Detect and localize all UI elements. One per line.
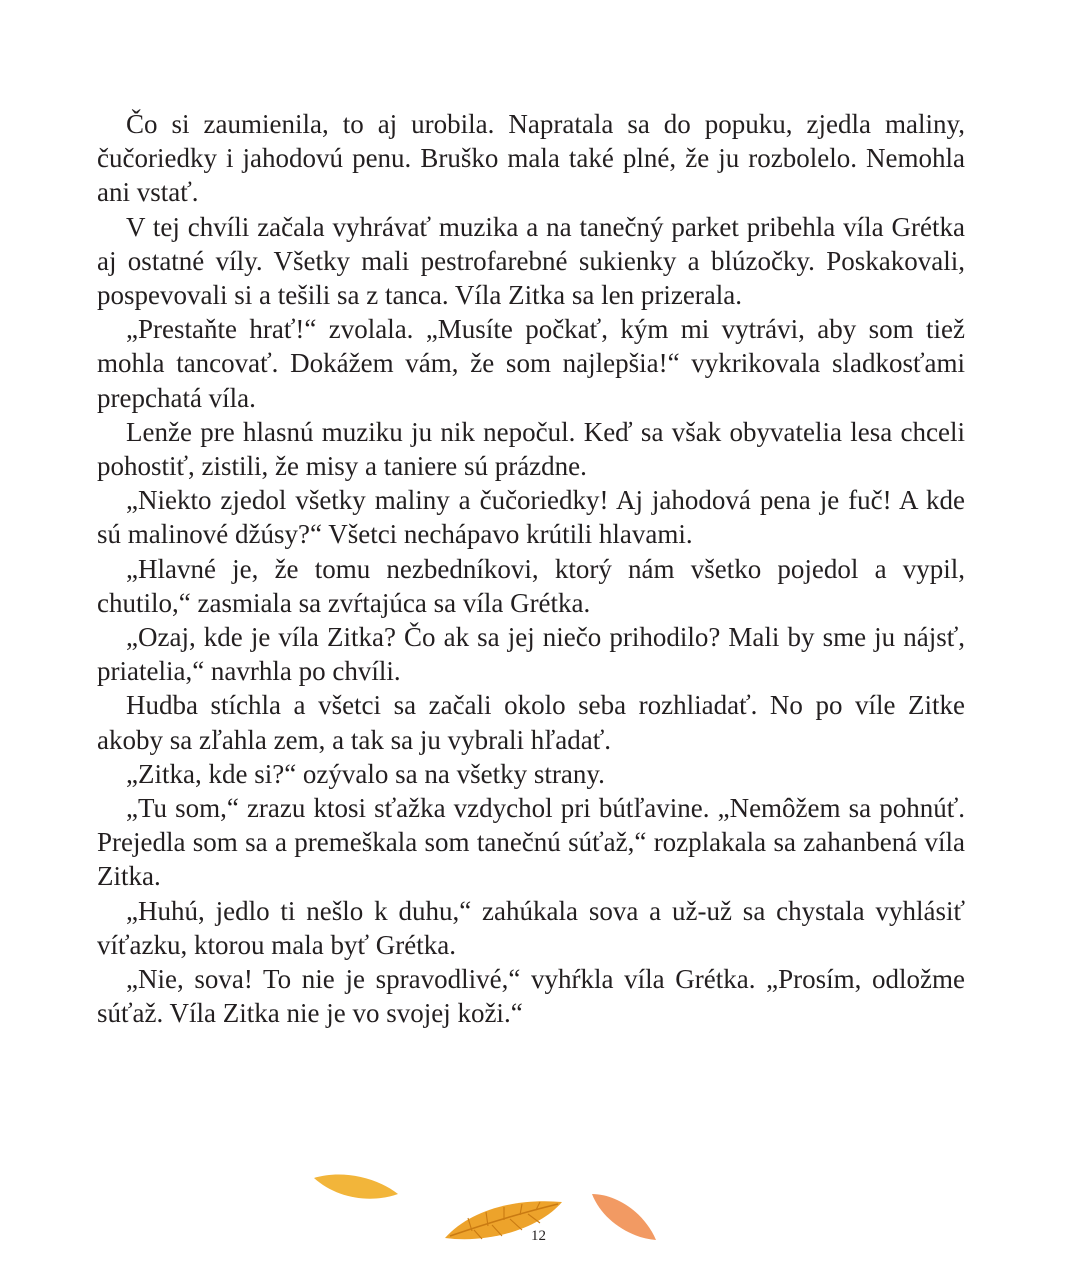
- story-text: [97, 107, 965, 1030]
- paragraph-11: „Huhú, jedlo ti nešlo k duhu,“ zahúkala sova a už-už sa chystala vyhlásiť víťazku, ktorou mala byť Grétka.: [97, 895, 965, 960]
- paragraph-4: Lenže pre hlasnú muziku ju nik nepočul. Keď sa však obyvatelia lesa chceli pohostiť, zistili, že misy a taniere sú prázdne.: [97, 416, 965, 482]
- paragraph-12: „Nie, sova! To nie je spravodlivé,“ vyhŕkla víla Grétka. „Prosím, odložme súťaž. Víla Zitka nie je vo svojej koži.“: [97, 964, 965, 1029]
- paragraph-1: Čo si zaumienila, to aj urobila. Napratala sa do popuku, zjedla maliny, čučoriedky i jahodovú penu. Bruško mala také plné, že ju rozbolelo. Nemohla ani vstať.: [97, 109, 965, 208]
- paragraph-7: „Ozaj, kde je víla Zitka? Čo ak sa jej niečo prihodilo? Mali by sme ju nájsť, priatelia,“ navrhla po chvíli.: [97, 622, 965, 687]
- paragraph-6: „Hlavné je, že tomu nezbedníkovi, ktorý nám všetko pojedol a vypil, chutilo,“ zasmiala sa zvŕtajúca sa víla Grétka.: [97, 553, 965, 618]
- paragraph-8: Hudba stíchla a všetci sa začali okolo seba rozhliadať. No po víle Zitke akoby sa zľahla zem, a tak sa ju vybrali hľadať.: [97, 690, 965, 755]
- paragraph-10: „Tu som,“ zrazu ktosi sťažka vzdychol pri bútľavine. „Nemôžem sa pohnúť. Prejedla som sa a premeškala som tanečnú súťaž,“ rozplakala sa zahanbená víla Zitka.: [97, 793, 965, 892]
- paragraph-5: „Niekto zjedol všetky maliny a čučoriedky! Aj jahodová pena je fuč! A kde sú malinové džúsy?“ Všetci nechápavo krútili hlavami.: [97, 485, 965, 550]
- paragraph-3: „Prestaňte hrať!“ zvolala. „Musíte počkať, kým mi vytrávi, aby som tiež mohla tancovať. Dokážem vám, že som najlepšia!“ vykrikovala sladkosťami prepchatá víla.: [97, 314, 965, 413]
- paragraph-2: V tej chvíli začala vyhrávať muzika a na tanečný parket pribehla víla Grétka aj ostatné víly. Všetky mali pestrofarebné sukienky a blúzočky. Poskakovali, pospevovali si a tešili sa z tanca. Víla Zitka sa len prizerala.: [97, 211, 965, 311]
- page-number: 12: [531, 1228, 546, 1244]
- paragraph-9: „Zitka, kde si?“ ozývalo sa na všetky strany.: [126, 758, 605, 789]
- falling-leaves-illustration: [300, 1168, 700, 1278]
- leaf-icon: [314, 1175, 398, 1199]
